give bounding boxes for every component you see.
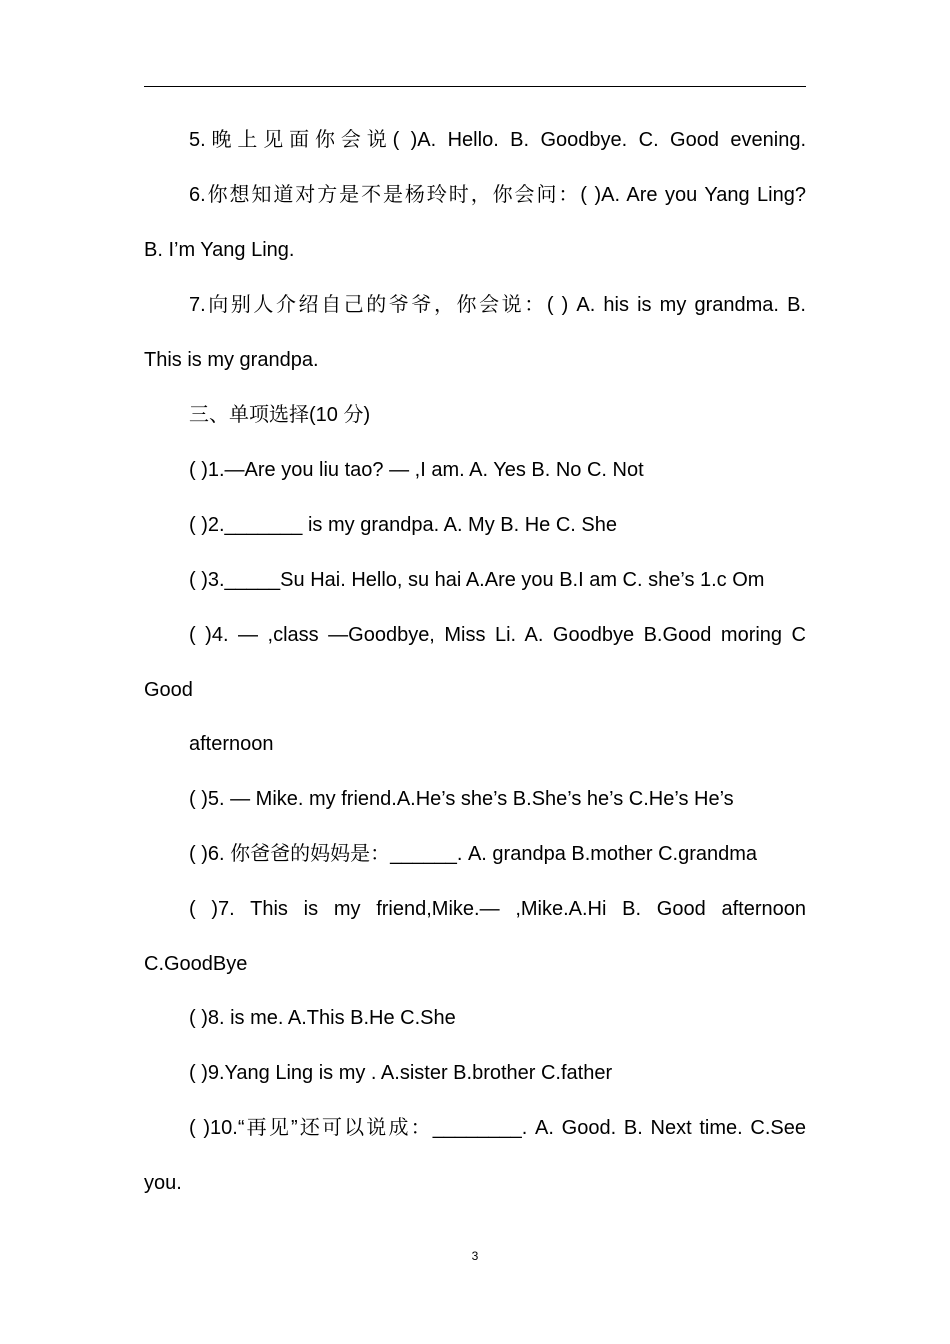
- choice-item-1: ( )1.—Are you liu tao? — ,I am. A. Yes B. No C. Not: [189, 459, 644, 481]
- question-6-line-2: B. I’m Yang Ling.: [144, 239, 295, 261]
- question-7-line-2: This is my grandpa.: [144, 349, 319, 371]
- choice-item-9: ( )9.Yang Ling is my . A.sister B.brother C.father: [189, 1062, 613, 1084]
- choice-item-2: ( )2._______ is my grandpa. A. My B. He C. She: [189, 514, 617, 536]
- choice-item-8: ( )8. is me. A.This B.He C.She: [189, 1007, 456, 1029]
- header-rule: [144, 86, 806, 87]
- choice-item-4-line-3: afternoon: [189, 733, 274, 755]
- choice-item-7-line-2: C.GoodBye: [144, 953, 248, 975]
- question-7-line-1: 7.向别人介绍自己的爷爷，你会说：( ) A. his is my grandma. B.: [189, 294, 806, 316]
- choice-item-5: ( )5. — Mike. my friend.A.He’s she’s B.She’s he’s C.He’s He’s: [189, 788, 734, 810]
- question-5-line: 5.晚上见面你会说( )A. Hello. B. Goodbye. C. Good evening.: [189, 129, 806, 151]
- choice-item-7-line-1: ( )7. This is my friend,Mike.— ,Mike.A.Hi B. Good afternoon: [189, 898, 806, 920]
- choice-item-3: ( )3._____Su Hai. Hello, su hai A.Are you B.I am C. she’s 1.c Om: [189, 569, 765, 591]
- choice-item-10-line-1: ( )10.“再见”还可以说成：________. A. Good. B. Next time. C.See: [189, 1117, 806, 1139]
- choice-item-6: ( )6. 你爸爸的妈妈是：______. A. grandpa B.mother C.grandma: [189, 843, 758, 865]
- question-6-line-1: 6.你想知道对方是不是杨玲时，你会问：( )A. Are you Yang Ling?: [189, 184, 806, 206]
- choice-item-4-line-1: ( )4. — ,class —Goodbye, Miss Li. A. Goodbye B.Good moring C: [189, 624, 806, 646]
- choice-item-4-line-2: Good: [144, 679, 193, 701]
- section-heading: 三、单项选择(10 分): [189, 404, 371, 426]
- choice-item-10-line-2: you.: [144, 1172, 182, 1194]
- page-number: 3: [471, 1249, 479, 1263]
